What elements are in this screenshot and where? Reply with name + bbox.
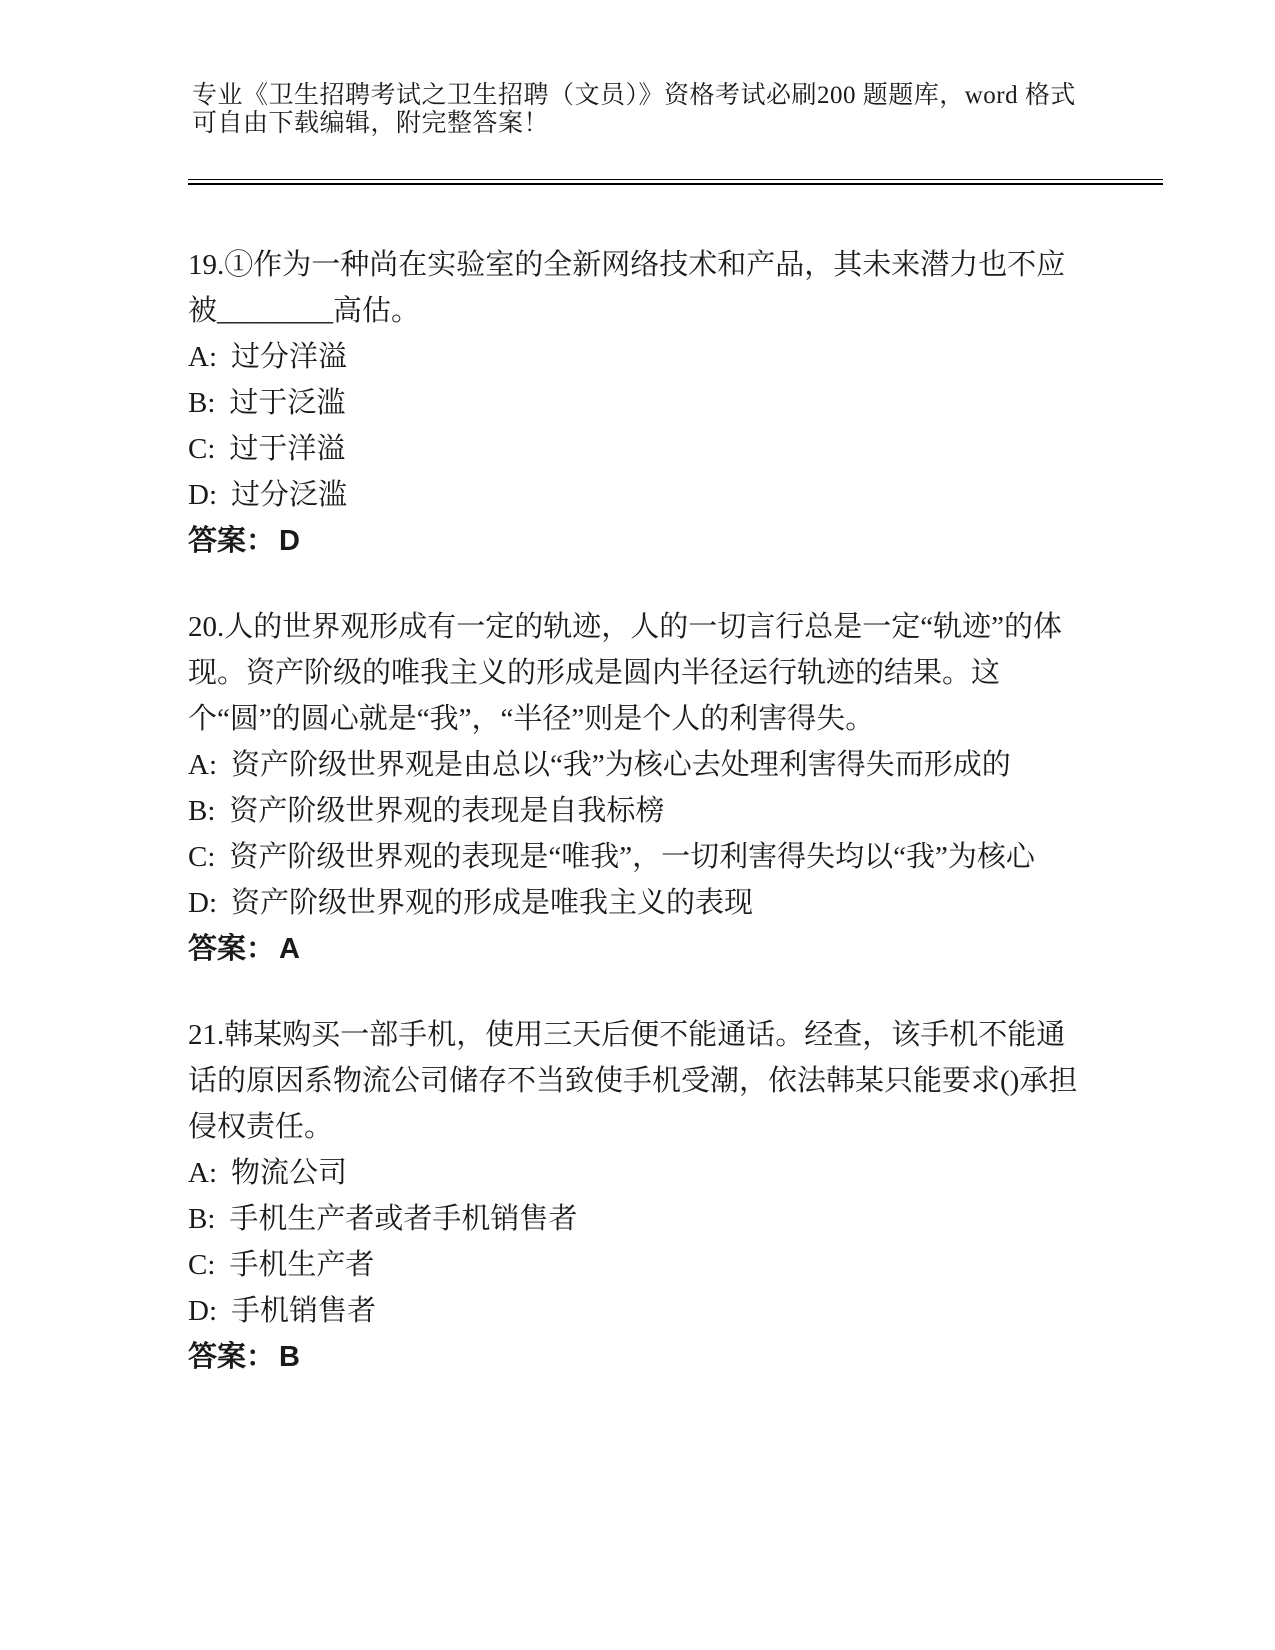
option-d [188, 880, 1080, 926]
header-line-1: 专业《卫生招聘考试之卫生招聘（文员）》资格考试必刷200 题题库，word 格式 [192, 82, 1076, 109]
option-text: 手机销售者 [231, 1295, 377, 1327]
answer-value: D [279, 525, 300, 557]
question-stem [188, 1012, 1080, 1150]
page-header [192, 82, 1112, 138]
question-number: 19. [188, 249, 225, 281]
answer-label: 答案： [188, 525, 276, 557]
option-letter: A: [188, 341, 217, 373]
question-number: 21. [188, 1019, 225, 1051]
answer-value: B [279, 1341, 300, 1373]
question-21 [188, 1012, 1080, 1380]
option-letter: B: [188, 387, 216, 419]
option-letter: A: [188, 749, 217, 781]
option-text: 过分洋溢 [231, 341, 348, 373]
document-body [188, 242, 1080, 1420]
question-stem [188, 242, 1080, 334]
option-a [188, 334, 1080, 380]
option-c [188, 834, 1080, 880]
option-c [188, 426, 1080, 472]
option-text: 资产阶级世界观是由总以“我”为核心去处理利害得失而形成的 [231, 749, 1011, 781]
option-letter: C: [188, 841, 216, 873]
option-text: 手机生产者 [229, 1249, 375, 1281]
answer-line [188, 518, 1080, 564]
question-stem [188, 604, 1080, 742]
option-b [188, 788, 1080, 834]
header-line-2: 可自由下载编辑，附完整答案！ [192, 110, 550, 137]
option-d [188, 1288, 1080, 1334]
header-divider-rule [188, 179, 1163, 185]
option-letter: B: [188, 1203, 216, 1235]
option-letter: A: [188, 1157, 217, 1189]
answer-value: A [279, 933, 300, 965]
question-text: ①作为一种尚在实验室的全新网络技术和产品，其未来潜力也不应被________高估。 [188, 249, 1066, 327]
option-text: 资产阶级世界观的表现是“唯我”，一切利害得失均以“我”为核心 [229, 841, 1035, 873]
answer-label: 答案： [188, 933, 276, 965]
answer-line [188, 926, 1080, 972]
option-c [188, 1242, 1080, 1288]
option-letter: D: [188, 887, 217, 919]
option-text: 过于泛滥 [229, 387, 346, 419]
answer-label: 答案： [188, 1341, 276, 1373]
answer-line [188, 1334, 1080, 1380]
option-letter: D: [188, 1295, 217, 1327]
option-letter: C: [188, 433, 216, 465]
option-letter: B: [188, 795, 216, 827]
question-number: 20. [188, 611, 225, 643]
option-text: 过于洋溢 [229, 433, 346, 465]
option-letter: C: [188, 1249, 216, 1281]
option-b [188, 380, 1080, 426]
option-text: 资产阶级世界观的形成是唯我主义的表现 [231, 887, 754, 919]
option-d [188, 472, 1080, 518]
option-text: 手机生产者或者手机销售者 [229, 1203, 578, 1235]
option-a [188, 742, 1080, 788]
option-text: 过分泛滥 [231, 479, 348, 511]
option-a [188, 1150, 1080, 1196]
question-19 [188, 242, 1080, 564]
question-text: 韩某购买一部手机，使用三天后便不能通话。经查，该手机不能通话的原因系物流公司储存不当致使手机受潮，依法韩某只能要求()承担侵权责任。 [188, 1019, 1078, 1143]
option-b [188, 1196, 1080, 1242]
option-text: 物流公司 [231, 1157, 348, 1189]
option-text: 资产阶级世界观的表现是自我标榜 [229, 795, 665, 827]
question-text: 人的世界观形成有一定的轨迹，人的一切言行总是一定“轨迹”的体现。资产阶级的唯我主义的形成是圆内半径运行轨迹的结果。这个“圆”的圆心就是“我”，“半径”则是个人的利害得失。 [188, 611, 1062, 735]
question-20 [188, 604, 1080, 972]
option-letter: D: [188, 479, 217, 511]
